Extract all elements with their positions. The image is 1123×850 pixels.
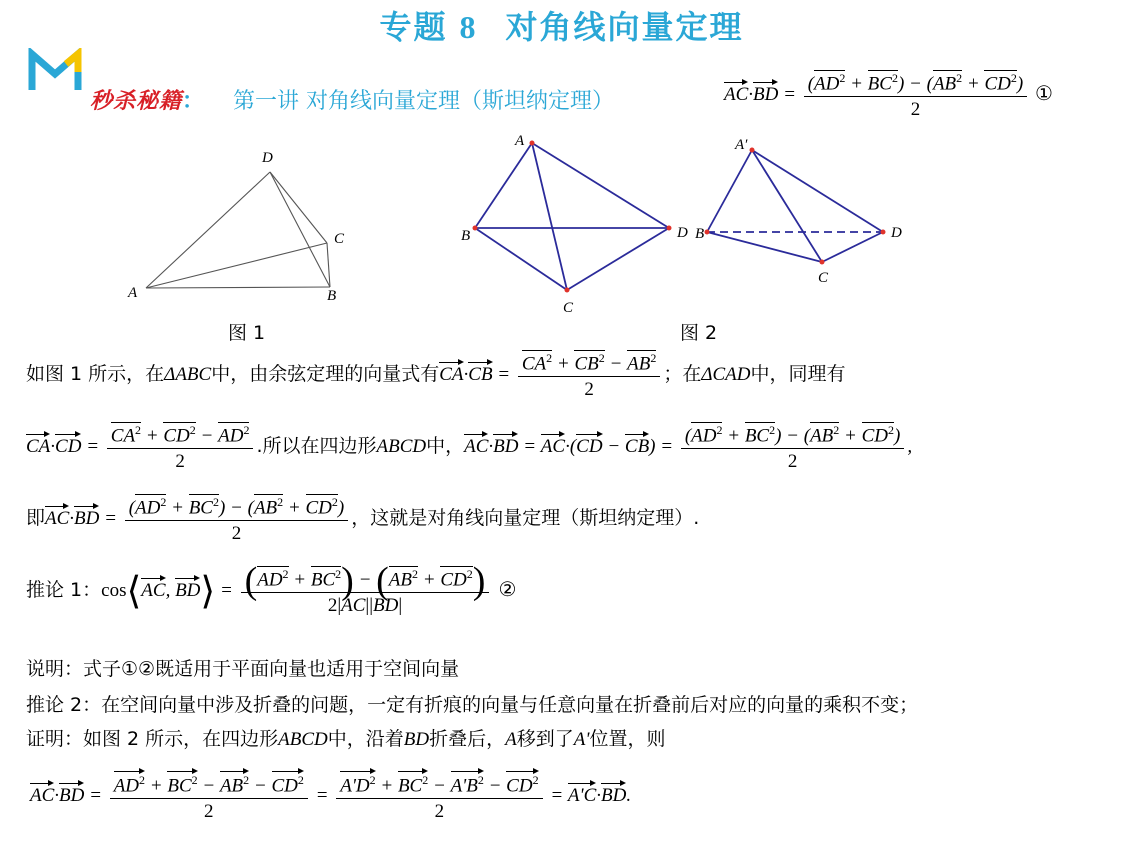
proof-equation: AC·BD = $\frac{AD^2 + BC^2 - AB^2 - CD^2}{2}$ = $\frac{A'D^2 + BC^2 - A'B^2 - CD^2}{2}$ = A'C·BD. [30, 770, 631, 823]
fig1-label-a: A [128, 285, 138, 301]
body-line-1: 如图 1 所示，在ΔABC中，由余弦定理的向量式有CA·CB = $\frac{CA^2 + CB^2 - AB^2}{2}$ ；在ΔCAD中，同理有 [26, 351, 846, 401]
fig3-label-a-prime: A′ [735, 137, 748, 153]
proof-line: 证明：如图 2 所示，在四边形ABCD中，沿着BD折叠后，A移到了A'位置，则 [26, 728, 666, 750]
figure-2-caption: 图 2 [680, 322, 718, 344]
brand-logo-icon [28, 48, 82, 94]
fig3-label-b: B [695, 226, 705, 242]
fig3-label-d: D [891, 225, 902, 241]
figure-2-plane [455, 130, 705, 320]
figure-2-folded [695, 130, 915, 295]
fig2-label-a: A [515, 133, 525, 149]
body-line-2: CA·CD = $\frac{CA^2 + CD^2 - AD^2}{2}$ .所以在四边形ABCD中，AC·BD = AC·(CD − CB) = $\frac{(AD^2 + BC^2) - (AB^2 + CD^2)}{2}$ , [26, 423, 913, 473]
body-line-3: 即AC·BD = $\frac{(AD^2 + BC^2) - (AB^2 + CD^2)}{2}$ ，这就是对角线向量定理（斯坦纳定理）. [26, 495, 700, 545]
fig1-label-d: D [262, 150, 273, 166]
fig1-label-c: C [334, 231, 345, 247]
fig2-label-d: D [677, 225, 688, 241]
fig2-label-c: C [563, 300, 574, 316]
fig3-label-c: C [818, 270, 829, 286]
inference-1: 推论 1：cos⟨AC, BD⟩ = $\frac{(AD^2 + BC^2) - (AB^2 + CD^2)}{2|AC||BD|}$ ② [26, 559, 517, 617]
secret-tips-label: 秒杀秘籍： [90, 89, 206, 114]
lecture-title: 第一讲 对角线向量定理（斯坦纳定理） [233, 89, 614, 114]
note-line: 说明：式子①②既适用于平面向量也适用于空间向量 [26, 658, 460, 680]
figure-1 [120, 140, 360, 310]
page-title: 专题 8 对角线向量定理 [379, 8, 744, 46]
steiner-formula: AC·BD = $\frac{(AD^2 + BC^2) - (AB^2 + CD^2)}{2}$ ① [724, 71, 1053, 121]
inference-2: 推论 2：在空间向量中涉及折叠的问题，一定有折痕的向量与任意向量在折叠前后对应的向量的乘积不变； [26, 694, 919, 716]
fig1-label-b: B [327, 288, 337, 304]
fig2-label-b: B [461, 228, 471, 244]
figure-1-caption: 图 1 [228, 322, 266, 344]
